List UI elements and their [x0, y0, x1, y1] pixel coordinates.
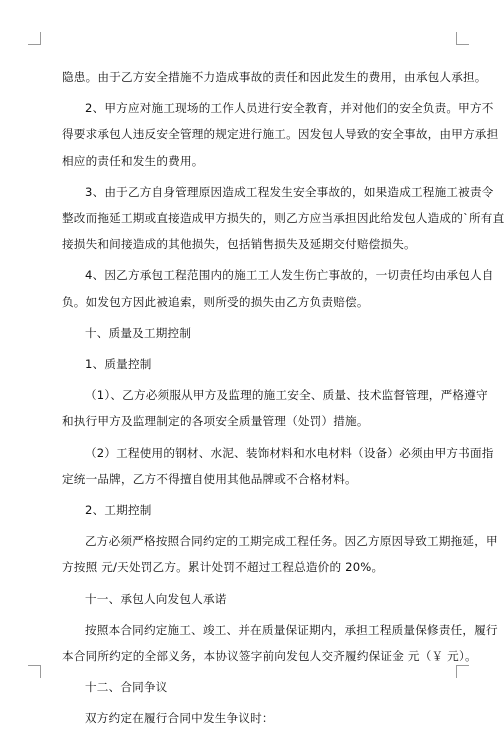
text-line: 按照本合同约定施工、竣工、并在质量保证期内，承担工程质量保修责任，履行	[85, 622, 498, 637]
text-line: 1、质量控制	[85, 357, 152, 372]
paragraph	[62, 95, 499, 174]
text-line: 整改而拖延工期或直接造成甲方损失的，则乙方应当承担因此给发包人造成的`所有直	[62, 211, 504, 226]
paragraph	[62, 64, 487, 90]
section-heading	[62, 586, 438, 612]
paragraph	[62, 382, 488, 434]
text-line: 方按照 元/天处罚乙方。累计处罚不超过工程总造价的 20%。	[62, 560, 384, 575]
crop-mark-bottom-right	[456, 665, 469, 678]
text-line: 双方约定在履行合同中发生争议时：	[85, 711, 274, 726]
text-line: 负。如发包方因此被追索，则所受的损失由乙方负责赔偿。	[62, 294, 369, 309]
text-line: 2、甲方应对施工现场的工作人员进行安全教育，并对他们的安全负责。甲方不	[85, 101, 494, 116]
text-line: 4、因乙方承包工程范围内的施工工人发生伤亡事故的，一切责任均由承包人自	[85, 268, 494, 283]
text-line: 十二、合同争议	[85, 680, 168, 695]
section-heading	[62, 320, 438, 346]
text-line: 十一、承包人向发包人承诺	[85, 591, 227, 606]
text-line: 相应的责任和发生的费用。	[62, 153, 204, 168]
text-line: 隐患。由于乙方安全措施不力造成事故的责任和因此发生的费用，由承包人承担。	[62, 70, 487, 84]
crop-mark-top-left	[28, 32, 41, 45]
paragraph	[62, 440, 494, 492]
subsection-heading	[62, 497, 438, 523]
paragraph	[62, 617, 498, 669]
document-body	[62, 64, 504, 732]
section-heading	[62, 674, 438, 700]
text-line: 2、工期控制	[85, 503, 152, 518]
text-line: 得要求承包人违反安全管理的规定进行施工。因发包人导致的安全事故，由甲方承担	[62, 127, 499, 142]
paragraph	[62, 179, 504, 258]
paragraph	[62, 262, 494, 314]
paragraph	[62, 705, 438, 731]
text-line: 和执行甲方及监理制定的各项安全质量管理（处罚）措施。	[62, 414, 369, 429]
crop-mark-bottom-left	[28, 665, 41, 678]
text-line: 乙方必须严格按照合同约定的工期完成工程任务。因乙方原因导致工期拖延，甲	[85, 534, 498, 549]
text-line: 定统一品牌，乙方不得擅自使用其他品牌或不合格材料。	[62, 471, 357, 486]
text-line: 本合同所约定的全部义务，本协议签字前向发包人交齐履约保证金 元（￥ 元）。	[62, 649, 477, 664]
text-line: 接损失和间接造成的其他损失，包括销售损失及延期交付赔偿损失。	[62, 237, 416, 252]
text-line: 十、质量及工期控制	[85, 325, 192, 340]
text-line: 3、由于乙方自身管理原因造成工程发生安全事故的，如果造成工程施工被责令	[85, 184, 494, 199]
crop-mark-top-right	[456, 32, 469, 45]
subsection-heading	[62, 351, 438, 377]
text-line: （1）、乙方必须服从甲方及监理的施工安全、质量、技术监督管理，严格遵守	[85, 388, 488, 403]
text-line: （2）工程使用的钢材、水泥、装饰材料和水电材料（设备）必须由甲方书面指	[85, 445, 494, 460]
paragraph	[62, 528, 498, 580]
